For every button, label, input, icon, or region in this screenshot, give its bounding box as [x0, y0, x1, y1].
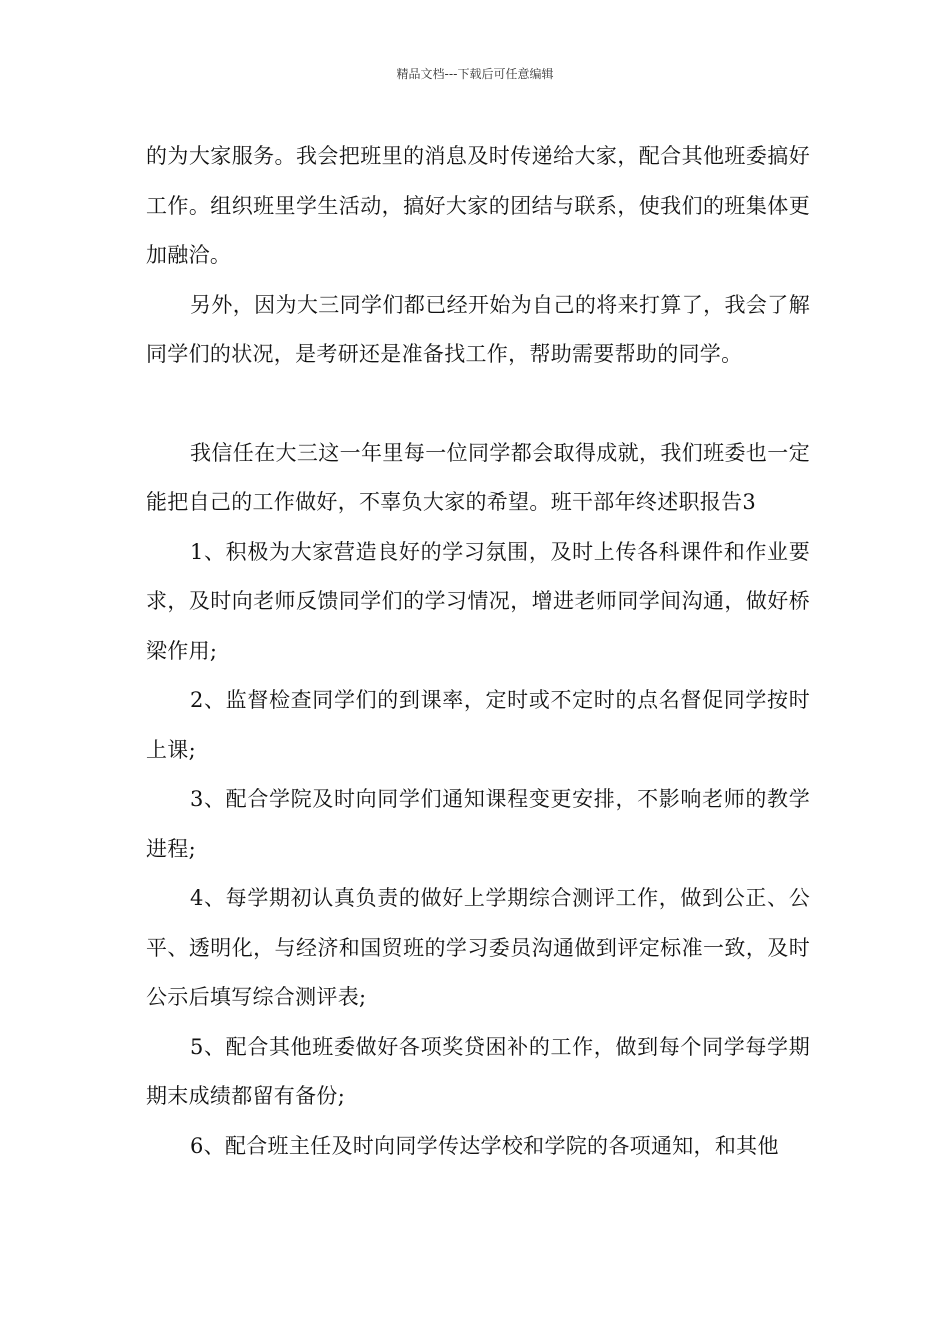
document-body	[146, 132, 810, 1171]
page-header: 精品文档---下载后可任意编辑	[396, 67, 554, 81]
paragraph-junior-year-plans: 另外，因为大三同学们都已经开始为自己的将来打算了，我会了解同学们的状况，是考研还是准备找工作，帮助需要帮助的同学。	[146, 292, 810, 366]
list-item-1: 1、积极为大家营造良好的学习氛围，及时上传各科课件和作业要求，及时向老师反馈同学们的学习情况，增进老师同学间沟通，做好桥梁作用;	[146, 539, 810, 663]
list-item-6: 6、配合班主任及时向同学传达学校和学院的各项通知，和其他	[190, 1133, 779, 1158]
list-item-5: 5、配合其他班委做好各项奖贷困补的工作，做到每个同学每学期期末成绩都留有备份;	[146, 1034, 810, 1108]
list-item-4: 4、每学期初认真负责的做好上学期综合测评工作，做到公正、公平、透明化，与经济和国贸班的学习委员沟通做到评定标准一致，及时公示后填写综合测评表;	[146, 886, 810, 1009]
list-item-2: 2、监督检查同学们的到课率，定时或不定时的点名督促同学按时上课;	[146, 688, 810, 762]
paragraph-trust-closing: 我信任在大三这一年里每一位同学都会取得成就，我们班委也一定能把自己的工作做好，不辜负大家的希望。班干部年终述职报告3	[146, 440, 810, 514]
paragraph-continued-service: 的为大家服务。我会把班里的消息及时传递给大家，配合其他班委搞好工作。组织班里学生活动，搞好大家的团结与联系，使我们的班集体更加融洽。	[146, 144, 810, 267]
list-item-3: 3、配合学院及时向同学们通知课程变更安排，不影响老师的教学进程;	[146, 787, 810, 861]
